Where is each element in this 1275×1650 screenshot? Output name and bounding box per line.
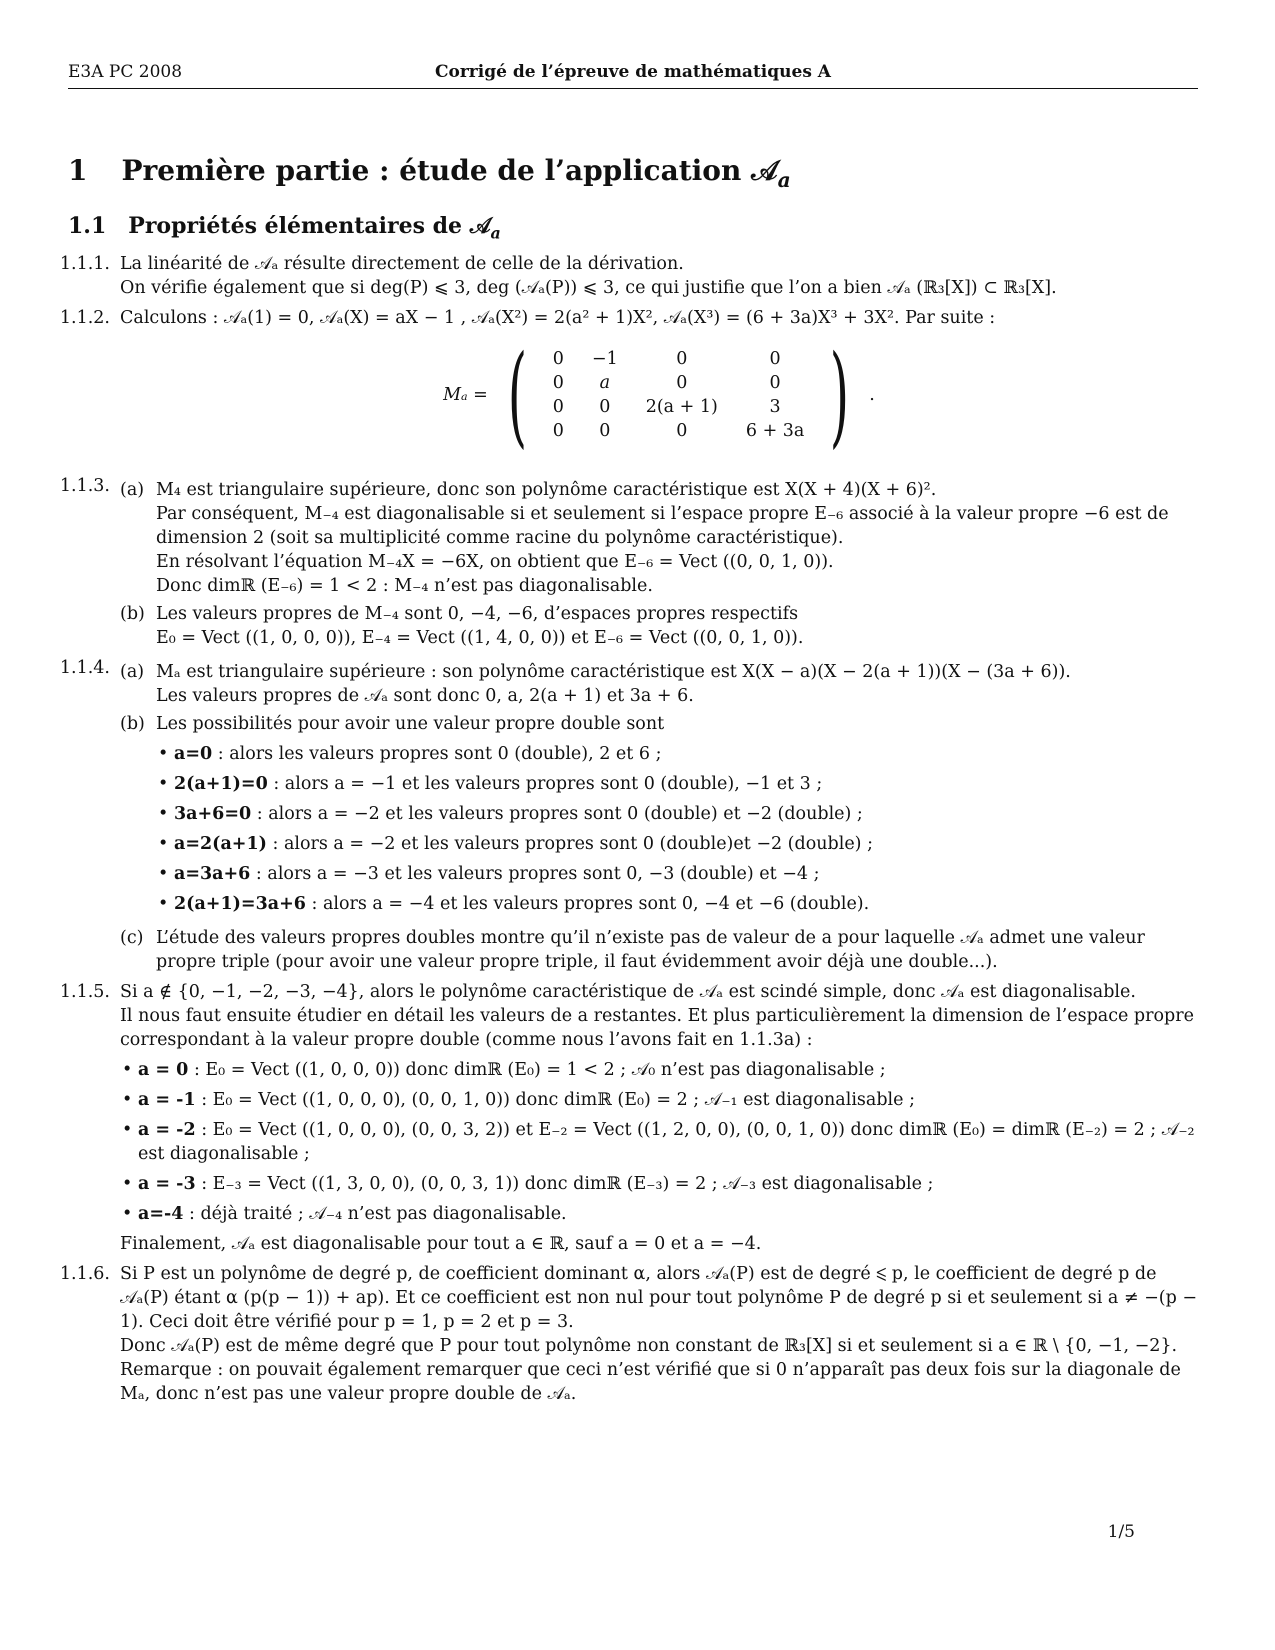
bullet-text: : alors a = −4 et les valeurs propres sont 0, −4 et −6 (double). bbox=[305, 893, 870, 914]
item-text: Les valeurs propres de 𝒜ₐ sont donc 0, a, 2(a + 1) et 3a + 6. bbox=[156, 685, 694, 706]
right-paren: ) bbox=[830, 330, 850, 459]
sub-item-letter: (b) bbox=[120, 603, 145, 624]
item-1-1-6 bbox=[59, 1262, 1198, 1406]
document-page bbox=[59, 60, 1198, 1406]
bullet-text: : alors a = −2 et les valeurs propres sont 0 (double) et −2 (double) ; bbox=[251, 803, 863, 824]
item-number: 1.1.3. bbox=[59, 475, 110, 496]
item-1-1-2 bbox=[59, 306, 1198, 468]
matrix-cell: 2(a + 1) bbox=[645, 396, 718, 417]
bullet-key: a=3a+6 bbox=[174, 863, 251, 884]
header-left: E3A PC 2008 bbox=[68, 62, 183, 82]
bullet-text: : E₀ = Vect ((1, 0, 0, 0)) donc dimℝ (E₀) = 1 < 2 ; 𝒜₀ n’est pas diagonalisable ; bbox=[188, 1059, 886, 1080]
item-text: En résolvant l’équation M₋₄X = −6X, on obtient que E₋₆ = Vect ((0, 0, 1, 0)). bbox=[156, 551, 834, 572]
matrix-cell: 3 bbox=[769, 396, 781, 417]
item-number: 1.1.6. bbox=[59, 1263, 110, 1284]
matrix-cell: 0 bbox=[552, 396, 564, 417]
sub-item-b bbox=[120, 712, 1198, 922]
sub-item-a bbox=[120, 660, 1198, 708]
bullet-list bbox=[120, 1058, 1198, 1226]
sub-item-letter: (a) bbox=[120, 479, 145, 500]
bullet-key: a=0 bbox=[174, 743, 213, 764]
section-number: 1 bbox=[68, 154, 88, 187]
matrix-row bbox=[539, 395, 819, 419]
bullet-key: a=2(a+1) bbox=[174, 833, 267, 854]
item-text: La linéarité de 𝒜ₐ résulte directement de celle de la dérivation. bbox=[120, 253, 684, 274]
bullet-text: : alors les valeurs propres sont 0 (double), 2 et 6 ; bbox=[212, 743, 662, 764]
list-item bbox=[120, 1088, 1198, 1112]
item-text: On vérifie également que si deg(P) ⩽ 3, deg (𝒜ₐ(P)) ⩽ 3, ce qui justifie que l’on a bien 𝒜ₐ (ℝ₃[X]) ⊂ ℝ₃[X]. bbox=[120, 277, 1057, 298]
matrix-cell: 0 bbox=[552, 348, 564, 369]
matrix-cell: 0 bbox=[599, 420, 611, 441]
item-text: Donc dimℝ (E₋₆) = 1 < 2 : M₋₄ n’est pas diagonalisable. bbox=[156, 575, 653, 596]
matrix-table bbox=[539, 347, 819, 443]
item-text: M₄ est triangulaire supérieure, donc son polynôme caractéristique est X(X + 4)(X + 6)². bbox=[156, 479, 937, 500]
list-item bbox=[120, 1202, 1198, 1226]
sub-item-a bbox=[120, 478, 1198, 598]
list-item bbox=[120, 1118, 1198, 1166]
matrix-cell: 0 bbox=[676, 420, 688, 441]
item-text: Par conséquent, M₋₄ est diagonalisable si et seulement si l’espace propre E₋₆ associé à la valeur propre −6 est de dimension 2 (soit sa multiplicité comme racine du polynôme caractéristique). bbox=[156, 503, 1169, 548]
bullet-text: : E₀ = Vect ((1, 0, 0, 0), (0, 0, 1, 0)) donc dimℝ (E₀) = 2 ; 𝒜₋₁ est diagonalisable ; bbox=[195, 1089, 915, 1110]
item-text: Calculons : 𝒜ₐ(1) = 0, 𝒜ₐ(X) = aX − 1 , 𝒜ₐ(X²) = 2(a² + 1)X², 𝒜ₐ(X³) = (6 + 3a)X³ + 3X². Par suite : bbox=[120, 307, 996, 328]
bullet-list bbox=[156, 742, 1198, 916]
matrix-cell: 6 + 3a bbox=[745, 420, 805, 441]
bullet-key: a = -2 bbox=[138, 1119, 196, 1140]
bullet-text: : alors a = −2 et les valeurs propres sont 0 (double)et −2 (double) ; bbox=[266, 833, 873, 854]
item-text: Donc 𝒜ₐ(P) est de même degré que P pour tout polynôme non constant de ℝ₃[X] si et seulement si a ∈ ℝ \ {0, −1, −2}. bbox=[120, 1335, 1178, 1356]
item-text: Les possibilités pour avoir une valeur propre double sont bbox=[156, 713, 665, 734]
item-number: 1.1.5. bbox=[59, 981, 110, 1002]
matrix-cell: 0 bbox=[769, 348, 781, 369]
left-paren: ( bbox=[507, 330, 527, 459]
matrix-cell: a bbox=[599, 372, 611, 393]
item-text: Mₐ est triangulaire supérieure : son polynôme caractéristique est X(X − a)(X − 2(a + 1))(X − (3a + 6)). bbox=[156, 661, 1071, 682]
item-number: 1.1.4. bbox=[59, 657, 110, 678]
bullet-key: 2(a+1)=0 bbox=[174, 773, 268, 794]
item-text: E₀ = Vect ((1, 0, 0, 0)), E₋₄ = Vect ((1, 4, 0, 0)) et E₋₆ = Vect ((0, 0, 1, 0)). bbox=[156, 627, 804, 648]
list-item bbox=[156, 802, 1198, 826]
item-text: Il nous faut ensuite étudier en détail les valeurs de a restantes. Et plus particulièrement la dimension de l’espace propre correspondant à la valeur propre double (comme nous l’avons fait en 1.1.3a) : bbox=[120, 1005, 1194, 1050]
list-item bbox=[156, 742, 1198, 766]
item-text: Les valeurs propres de M₋₄ sont 0, −4, −6, d’espaces propres respectifs bbox=[156, 603, 799, 624]
matrix-cell: 0 bbox=[769, 372, 781, 393]
matrix-cell: 0 bbox=[676, 348, 688, 369]
matrix-cell: 0 bbox=[552, 420, 564, 441]
sub-item-letter: (b) bbox=[120, 713, 145, 734]
subsection-heading-1-1: 1.1 Propriétés élémentaires de 𝒜$_a$ bbox=[68, 213, 501, 243]
section-heading-1: 1 Première partie : étude de l’application 𝒜$_a$ bbox=[68, 154, 791, 193]
matrix-row bbox=[539, 347, 819, 371]
bullet-text: : alors a = −1 et les valeurs propres sont 0 (double), −1 et 3 ; bbox=[267, 773, 823, 794]
matrix-row bbox=[539, 419, 819, 443]
matrix-cell: 0 bbox=[676, 372, 688, 393]
bullet-key: a = -3 bbox=[138, 1173, 196, 1194]
item-1-1-3 bbox=[59, 474, 1198, 650]
bullet-key: a = 0 bbox=[138, 1059, 189, 1080]
list-item bbox=[156, 862, 1198, 886]
matrix-cell: 0 bbox=[599, 396, 611, 417]
matrix-cell: −1 bbox=[591, 348, 618, 369]
sub-item-letter: (a) bbox=[120, 661, 145, 682]
matrix-display bbox=[120, 330, 1198, 459]
matrix-label: Mₐ = bbox=[443, 384, 488, 405]
sub-item-letter: (c) bbox=[120, 927, 144, 948]
item-text: Remarque : on pouvait également remarquer que ceci n’est vérifié que si 0 n’apparaît pas deux fois sur la diagonale de Mₐ, donc n’est pas une valeur propre double de 𝒜ₐ. bbox=[120, 1359, 1181, 1404]
bullet-text: : E₀ = Vect ((1, 0, 0, 0), (0, 0, 3, 2)) et E₋₂ = Vect ((1, 2, 0, 0), (0, 0, 1, 0)) donc dimℝ (E₀) = dimℝ (E₋₂) = 2 ; 𝒜₋₂ est diagonalisable ; bbox=[138, 1119, 1195, 1164]
subsection-number: 1.1 bbox=[68, 213, 107, 240]
list-item bbox=[156, 832, 1198, 856]
bullet-key: 3a+6=0 bbox=[174, 803, 252, 824]
matrix-cell: 0 bbox=[552, 372, 564, 393]
list-item bbox=[156, 892, 1198, 916]
list-item bbox=[120, 1172, 1198, 1196]
sub-item-b bbox=[120, 602, 1198, 650]
item-text: L’étude des valeurs propres doubles montre qu’il n’existe pas de valeur de a pour laquelle 𝒜ₐ admet une valeur propre triple (pour avoir une valeur propre triple, il faut évidemment avoir déjà une double...). bbox=[156, 927, 1145, 972]
bullet-key: a=-4 bbox=[138, 1203, 184, 1224]
bullet-text: : alors a = −3 et les valeurs propres sont 0, −3 (double) et −4 ; bbox=[250, 863, 820, 884]
item-text: Si a ∉ {0, −1, −2, −3, −4}, alors le polynôme caractéristique de 𝒜ₐ est scindé simple, donc 𝒜ₐ est diagonalisable. bbox=[120, 981, 1136, 1002]
matrix-row bbox=[539, 371, 819, 395]
matrix-end: . bbox=[869, 384, 875, 405]
sub-item-c bbox=[120, 926, 1198, 974]
bullet-key: a = -1 bbox=[138, 1089, 196, 1110]
item-1-1-1 bbox=[59, 252, 1198, 300]
bullet-text: : déjà traité ; 𝒜₋₄ n’est pas diagonalisable. bbox=[183, 1203, 567, 1224]
bullet-key: 2(a+1)=3a+6 bbox=[174, 893, 306, 914]
page-header bbox=[68, 60, 1198, 89]
page-number: 1/5 bbox=[1107, 1522, 1135, 1542]
subsection-title: Propriétés élémentaires de 𝒜 bbox=[128, 213, 491, 240]
item-number: 1.1.1. bbox=[59, 253, 110, 274]
item-1-1-4 bbox=[59, 656, 1198, 974]
section-title: Première partie : étude de l’application 𝒜 bbox=[121, 154, 778, 187]
item-1-1-5 bbox=[59, 980, 1198, 1256]
item-text: Si P est un polynôme de degré p, de coefficient dominant α, alors 𝒜ₐ(P) est de degré ⩽ p, le coefficient de degré p de 𝒜ₐ(P) étant α (p(p − 1)) + ap). Et ce coefficient est non nul pour tout polynôme P de degré p si et seulement si a ≠ −(p − 1). Ceci doit être vérifié pour p = 1, p = 2 et p = 3. bbox=[120, 1263, 1198, 1332]
item-number: 1.1.2. bbox=[59, 307, 110, 328]
bullet-text: : E₋₃ = Vect ((1, 3, 0, 0), (0, 0, 3, 1)) donc dimℝ (E₋₃) = 2 ; 𝒜₋₃ est diagonalisable ; bbox=[195, 1173, 934, 1194]
item-text: Finalement, 𝒜ₐ est diagonalisable pour tout a ∈ ℝ, sauf a = 0 et a = −4. bbox=[120, 1233, 762, 1254]
list-item bbox=[156, 772, 1198, 796]
list-item bbox=[120, 1058, 1198, 1082]
header-title: Corrigé de l’épreuve de mathématiques A bbox=[434, 62, 831, 82]
